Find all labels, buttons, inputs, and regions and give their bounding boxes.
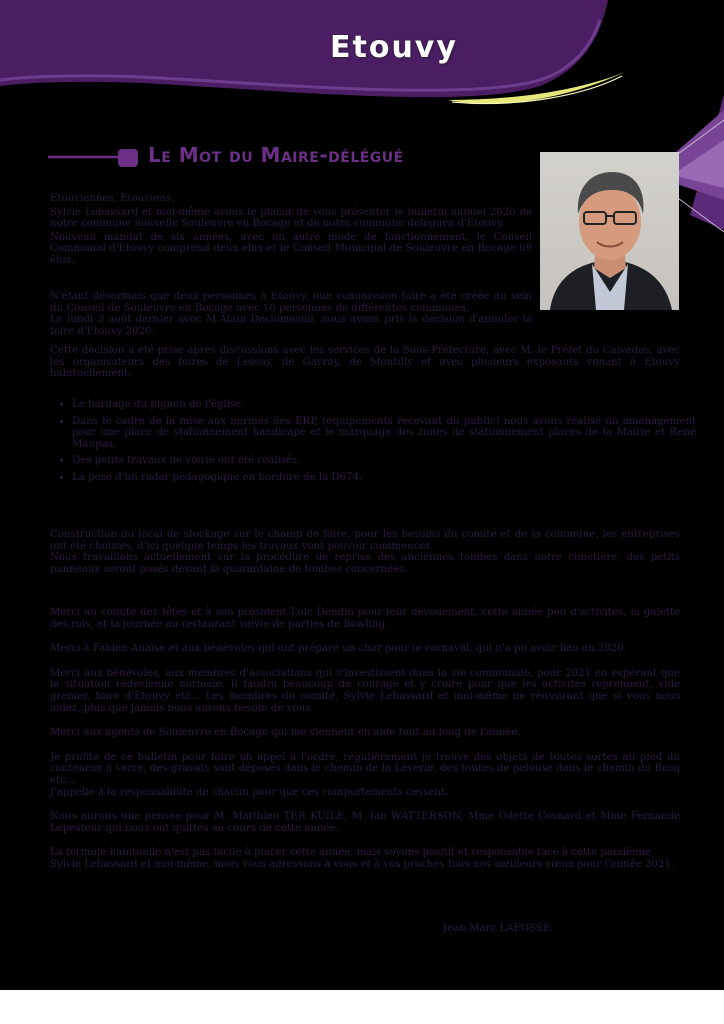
paragraph [50,752,680,798]
paragraph: Nouveau mandat de six années, avec un autre mode de fonctionnement, le Conseil Communal d'Etouvy comprend deux élus et le Conseil Municipal de Souleuvre en Bocage 69 élus. [50,231,532,266]
paragraph: Nous travaillons actuellement sur la procédure de reprise des anciennes tombes dans notre cimetière, des petits panneaux seront posés devant la quarantaine de tombes concernées. [50,552,680,575]
greeting: Etouviennes, Etouviens, [50,193,175,204]
paragraph: N'étant désormais que deux personnes à Etouvy, une commission foire a été créée au sein du Conseil de Souleuvre en Bocage avec 10 personnes de différentes communes. [50,291,532,314]
list-item: • La pose d'un radar pédagogique en bordure de la D674. [72,472,696,484]
signature: Jean-Marc LAFOSSE [443,923,551,934]
header-band [0,0,608,97]
sentence: La formule habituelle n'est pas facile à placer cette année, mais soyons positif et responsable face à cette pandémie. [50,847,655,859]
paragraph: Sylvie Lebassard et moi-même avons le plaisir de vous présenter le bulletin annuel 2020 de notre commune nouvelle Souleuvre en Bocage et de notre commune déléguée d'Etouvy. [50,206,532,230]
sentence: J'appelle à la responsabilité de chacun pour que ces comportements cessent. [50,786,449,798]
paragraph: Merci aux bénévoles, aux membres d'associations qui s'investissent dans la vie communale, pour 2021 en espérant que la situation redevienne normale. Il faudra beaucoup de courage et y croire pour que les activités reprennent, vide grenier, foire d'Etouvy etc... Les membres du comité, Sylvie Lebassard et moi-même ne réussiront que si vous nous aidez, plus que jamais nous aurons besoin de vous. [50,667,680,714]
title-ornament [48,146,146,172]
paragraph [50,847,680,870]
paragraph: Cette décision a été prise après discussions avec les services de la Sous-Préfecture, avec M. le Préfet du Calvados, avec les organisateurs des foires de Lessay, de Gavray, de Montilly et avec plusieurs exposants venant à Etouvy habituellement. [50,345,680,380]
paragraph: Construction du local de stockage sur le champ de foire, pour les besoins du comité et de la commune, les entreprises ont été choisies, d'ici quelque temps les travaux vont pouvoir commencer. [50,529,680,552]
paragraph: Le lundi 3 août dernier avec M.Alain Declomesnil, nous avons pris la décision d'annuler la foire d'Etouvy 2020. [50,314,532,337]
works-list [56,399,696,489]
list-item: • Des petits travaux de voirie ont été réalisés. [72,455,696,467]
fair-text [50,291,532,337]
paragraph: Merci au comité des fêtes et à son président Loïc Dendin pour leur dévouement, cette année peu d'activités, la galette des rois, et la journée au restaurant suivie de parties de Bowling. [50,607,680,630]
sentence: Je profite de ce bulletin pour faire un appel à l'ordre, régulièrement je trouve des objets de toutes sortes au pied du conteneur à verre, des gravats sont déposés dans le chemin de la Lèverie, des tontes de pelouse dans le chemin du Bosq etc... [50,751,680,786]
fair-text-wide [50,345,680,380]
paragraph: Merci à Fabien Anaïse et aux bénévoles qui ont préparé un char pour le carnaval, qui n'a pu avoir lieu en 2020. [50,643,627,655]
storage-text [50,529,680,575]
intro-text [50,193,532,269]
paragraph: Nous aurons une pensée pour M. Matthieu TER KUILE, M. Ian WATTERSON, Mme Odette Cosnard et Mme Fernande Lepesteur qui nous ont quittés au cours de cette année. [50,811,680,834]
list-item: • Le bardage du pignon de l'église. [72,399,696,411]
brand-title: Etouvy [330,30,458,65]
sentence: Sylvie Lebassard et moi-même, nous vous adressons à vous et à vos proches tous nos meilleurs vœux pour l'année 2021. [50,858,675,870]
thanks-text [50,607,680,884]
list-item: • Dans le cadre de la mise aux normes des ERP, (équipements recevant du public) nous avons réalisé un aménagement pour une place de stationnement handicapé et le marquage des zones de stationnement places de la Mairie et René Maupas. [72,416,696,451]
mayor-portrait-icon [540,152,679,310]
paragraph: Merci aux agents de Souleuvre en Bocage qui me viennent en aide tout au long de l'année. [50,727,521,739]
section-title: Le Mot du Maire-délégué [148,143,404,167]
